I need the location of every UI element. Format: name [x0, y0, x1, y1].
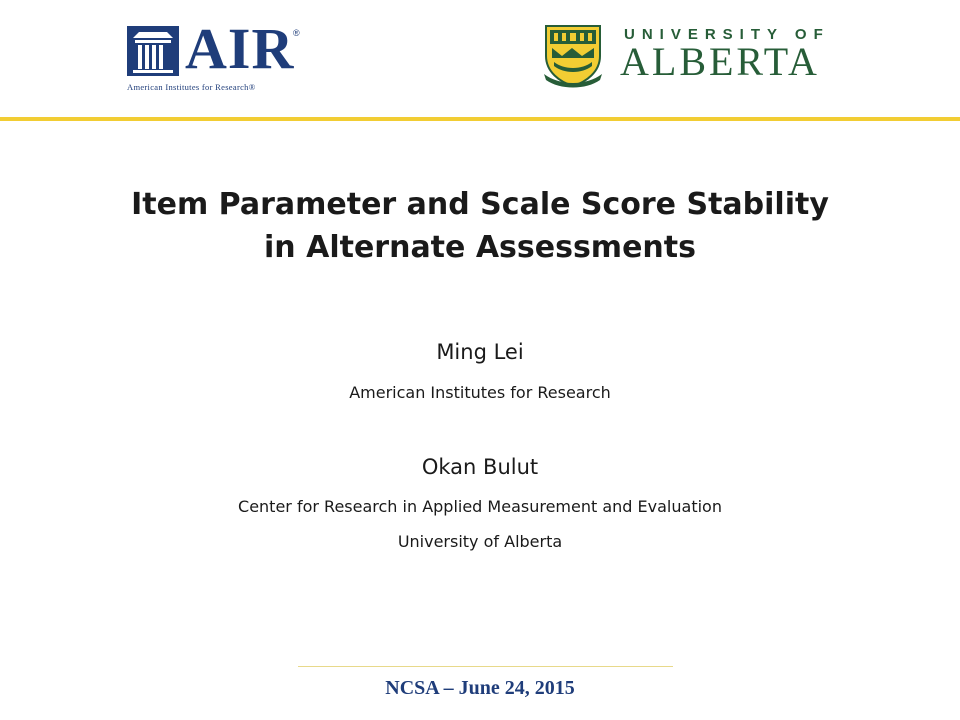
header-divider [0, 117, 960, 121]
air-logo [127, 16, 307, 96]
author-name: Ming Lei [436, 340, 524, 364]
pillar-building-icon [127, 26, 179, 76]
registered-mark: ® [293, 28, 300, 38]
university-crest-icon [540, 22, 606, 88]
ualberta-top-text: UNIVERSITY OF [624, 26, 830, 43]
air-subtitle: American Institutes for Research® [127, 82, 256, 92]
footer-divider [298, 666, 673, 667]
author-affiliation: Center for Research in Applied Measurement and Evaluation [238, 497, 722, 516]
author-affiliation: University of Alberta [397, 532, 563, 551]
footer-event-date: NCSA – June 24, 2015 [385, 677, 575, 699]
title-line-2: in Alternate Assessments [264, 230, 696, 265]
air-wordmark: AIR [185, 16, 295, 81]
author-affiliation: American Institutes for Research [349, 383, 611, 402]
title-line-1: Item Parameter and Scale Score Stability [131, 187, 829, 222]
ualberta-main-text: ALBERTA [620, 39, 820, 84]
author-name: Okan Bulut [421, 455, 539, 479]
presentation-title [0, 183, 960, 269]
ualberta-logo [540, 22, 830, 92]
